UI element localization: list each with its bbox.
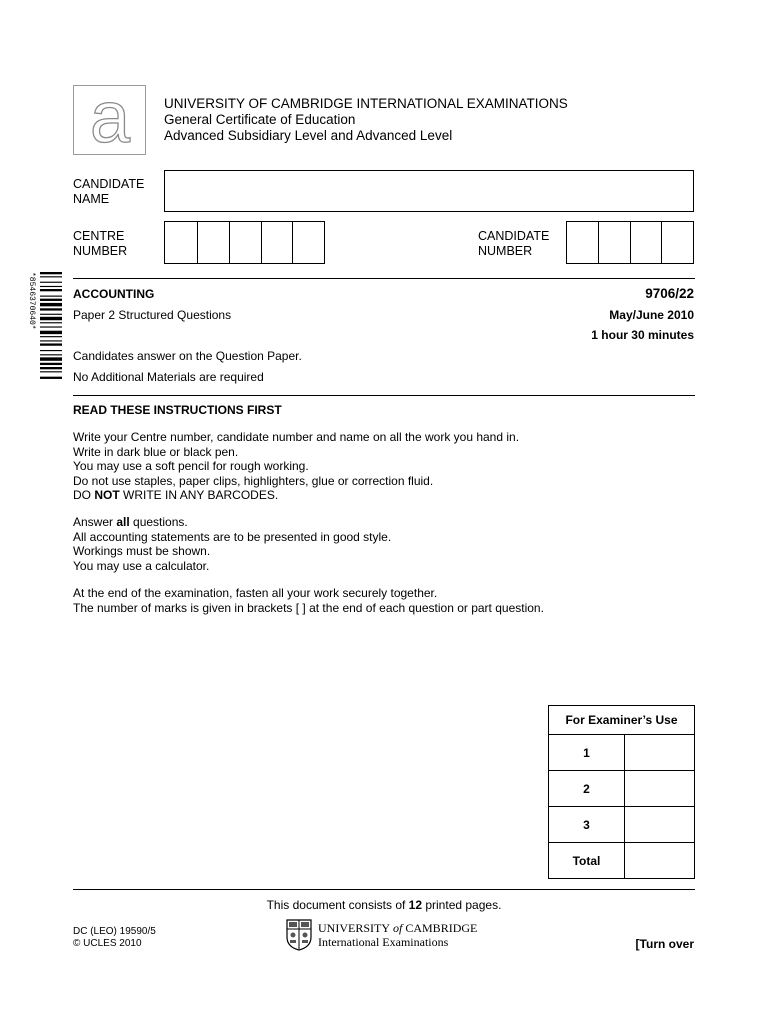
candidate-name-field[interactable]	[164, 170, 694, 212]
barcode-bar	[40, 326, 62, 327]
turn-over-note: [Turn over	[635, 937, 694, 951]
centre-digit-cell[interactable]	[262, 222, 293, 263]
barcode-bar	[40, 299, 62, 301]
ucie-logo	[73, 85, 146, 155]
table-row	[549, 771, 695, 807]
level-title: Advanced Subsidiary Level and Advanced Level	[164, 128, 453, 143]
barcode-bar	[40, 331, 62, 334]
candidate-digit-cell[interactable]	[599, 222, 631, 263]
table-row	[549, 843, 695, 879]
barcode-bar	[40, 350, 62, 351]
mark-cell[interactable]	[625, 735, 695, 771]
answer-location-note: Candidates answer on the Question Paper.	[73, 349, 302, 363]
barcode-bar	[40, 296, 62, 297]
svg-text:a: a	[89, 86, 131, 154]
barcode	[27, 272, 63, 410]
centre-number-label: CENTRE NUMBER	[73, 229, 128, 258]
candidate-digit-cell[interactable]	[662, 222, 693, 263]
barcode-bar	[40, 336, 62, 337]
instructions-block-2	[73, 515, 391, 573]
university-title: UNIVERSITY OF CAMBRIDGE INTERNATIONAL EXAMINATIONS	[164, 96, 568, 111]
centre-digit-cell[interactable]	[230, 222, 262, 263]
candidate-number-field[interactable]	[566, 221, 694, 264]
examiner-table-header: For Examiner’s Use	[549, 706, 695, 735]
candidate-name-label: CANDIDATE NAME	[73, 177, 145, 206]
centre-digit-cell[interactable]	[293, 222, 324, 263]
divider	[73, 395, 695, 396]
barcode-bar	[40, 371, 62, 372]
question-number: 2	[549, 771, 625, 807]
table-row	[549, 735, 695, 771]
question-number: 3	[549, 807, 625, 843]
instruction-line: All accounting statements are to be presented in good style.	[73, 529, 392, 544]
candidate-digit-cell[interactable]	[631, 222, 663, 263]
centre-digit-cell[interactable]	[165, 222, 198, 263]
instructions-block-1	[73, 430, 519, 503]
mark-cell[interactable]	[625, 771, 695, 807]
instruction-line: Workings must be shown.	[73, 544, 211, 558]
instruction-line: DO NOT WRITE IN ANY BARCODES.	[73, 488, 279, 502]
barcode-bar	[40, 377, 62, 379]
total-label: Total	[549, 843, 625, 879]
instructions-heading: READ THESE INSTRUCTIONS FIRST	[73, 403, 282, 417]
examiner-use-table	[548, 705, 695, 879]
barcode-bar	[40, 272, 62, 274]
paper-code: 9706/22	[645, 286, 694, 301]
barcode-bar	[40, 314, 62, 315]
barcode-bar	[40, 303, 62, 306]
instruction-line: The number of marks is given in brackets [ ] at the end of each question or part question.	[73, 600, 544, 615]
barcode-bar	[40, 354, 62, 355]
barcode-bar	[40, 363, 62, 365]
instruction-line: Answer all questions.	[73, 515, 188, 529]
instruction-line: At the end of the examination, fasten all your work securely together.	[73, 586, 438, 600]
instruction-line: Do not use staples, paper clips, highlighters, glue or correction fluid.	[73, 473, 434, 488]
barcode-bar	[40, 308, 62, 310]
centre-digit-cell[interactable]	[198, 222, 230, 263]
instruction-line: Write your Centre number, candidate number and name on all the work you hand in.	[73, 430, 520, 444]
barcode-bar	[40, 286, 62, 287]
total-mark-cell[interactable]	[625, 843, 695, 879]
instruction-line: Write in dark blue or black pen.	[73, 444, 239, 459]
materials-note: No Additional Materials are required	[73, 370, 264, 384]
question-number: 1	[549, 735, 625, 771]
mark-cell[interactable]	[625, 807, 695, 843]
instruction-line: You may use a calculator.	[73, 558, 210, 573]
candidate-number-label: CANDIDATE NUMBER	[478, 229, 550, 258]
barcode-bar	[40, 282, 62, 283]
divider	[73, 278, 695, 279]
exam-session: May/June 2010	[609, 308, 694, 322]
letter-a-logo-icon	[74, 86, 145, 154]
cambridge-brand: UNIVERSITY of CAMBRIDGE International Examinations	[318, 921, 478, 949]
table-row	[549, 807, 695, 843]
page-count-note: This document consists of 12 printed pages.	[266, 898, 502, 912]
candidate-digit-cell[interactable]	[567, 222, 599, 263]
footer-divider	[73, 889, 695, 890]
instructions-block-3	[73, 586, 544, 615]
certificate-title: General Certificate of Education	[164, 112, 356, 127]
centre-number-field[interactable]	[164, 221, 325, 264]
cambridge-crest-icon	[286, 919, 312, 956]
barcode-bar	[40, 289, 62, 291]
barcode-bar	[40, 276, 62, 277]
subject-title: ACCOUNTING	[73, 287, 155, 301]
barcode-bar	[40, 322, 62, 323]
document-reference: DC (LEO) 19590/5 © UCLES 2010	[73, 926, 156, 949]
barcode-bar	[40, 343, 62, 345]
barcode-bar	[40, 367, 62, 369]
barcode-bar	[40, 357, 62, 360]
paper-title: Paper 2 Structured Questions	[73, 308, 232, 322]
barcode-bar	[40, 340, 62, 341]
exam-duration: 1 hour 30 minutes	[591, 328, 694, 342]
instruction-line: You may use a soft pencil for rough working.	[73, 459, 309, 473]
barcode-bar	[40, 317, 62, 320]
svg-text:*8546370640*: *8546370640*	[27, 272, 36, 330]
